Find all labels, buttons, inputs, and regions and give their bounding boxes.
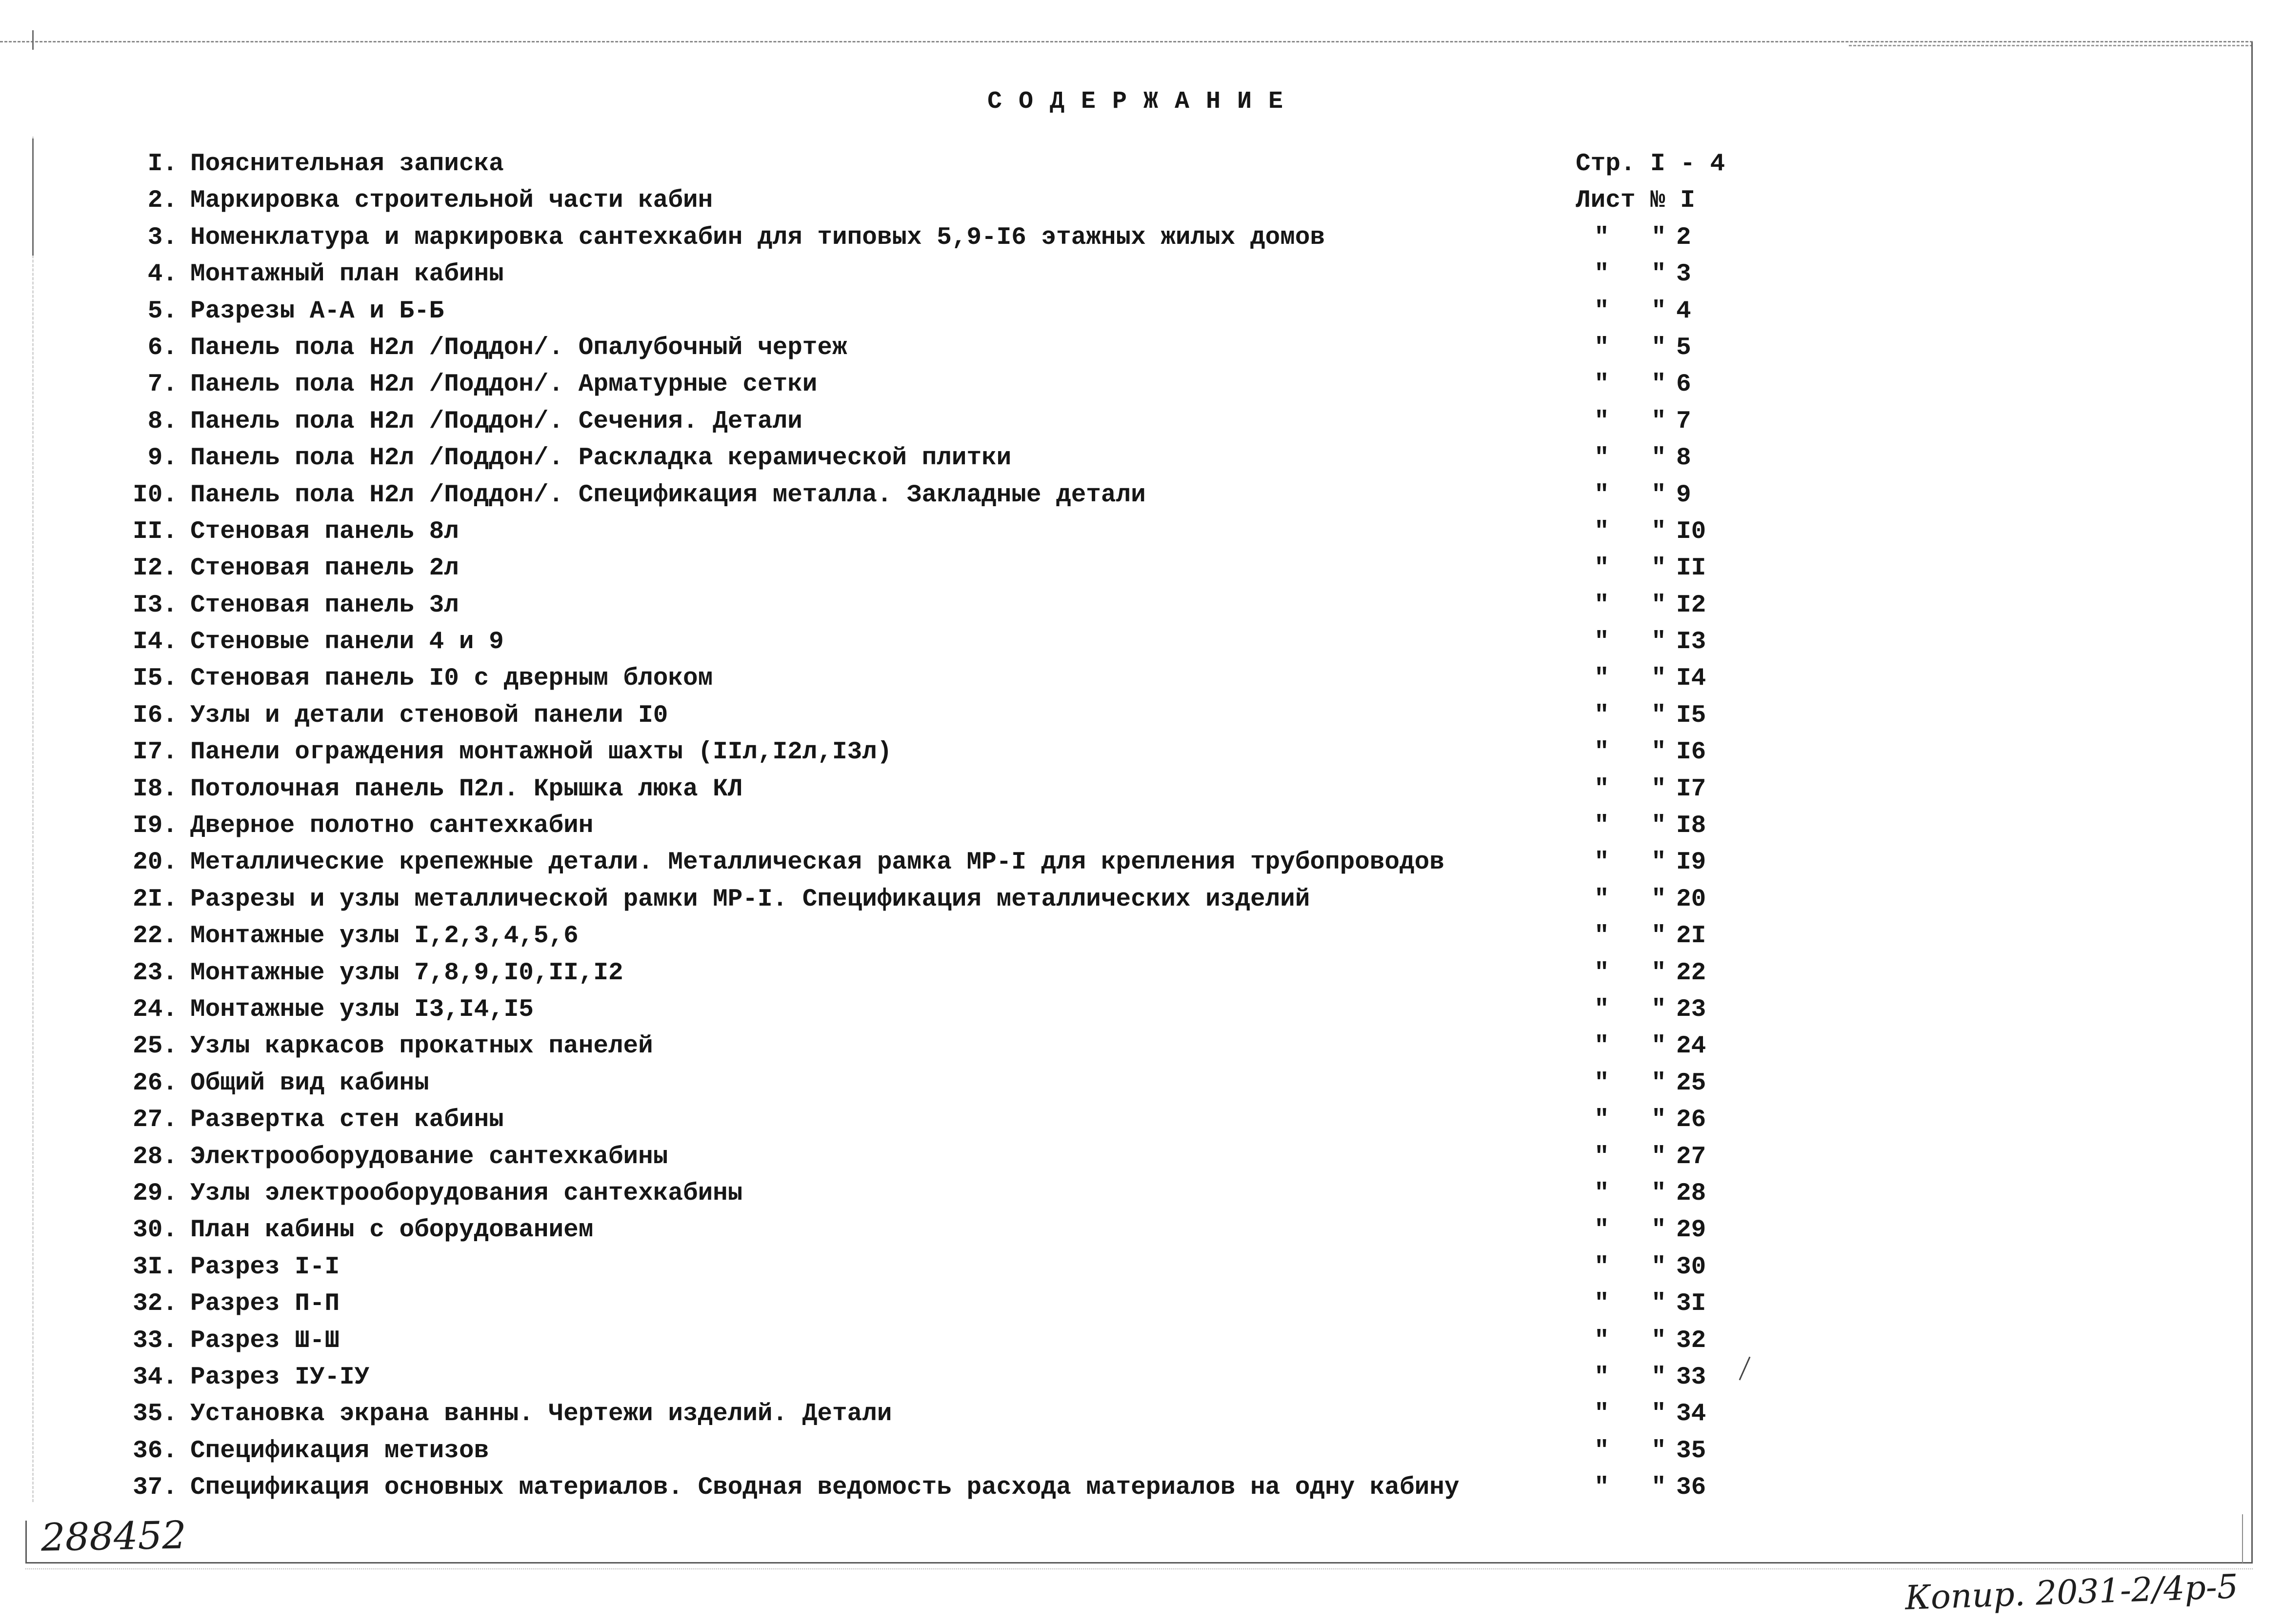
entry-sheet-number: 32 <box>1676 1327 1706 1355</box>
entry-title: Пояснительная записка <box>190 150 504 178</box>
entry-sheet-number: I6 <box>1676 738 1706 767</box>
entry-number: 25. <box>133 1032 178 1061</box>
entry-title: Панель пола Н2л /Поддон/. Арматурные сетки <box>190 371 818 399</box>
entry-number: I2. <box>133 555 178 583</box>
entry-title: Стеновая панель I0 с дверным блоком <box>190 665 713 693</box>
entry-title: Узлы каркасов прокатных панелей <box>190 1032 653 1061</box>
ditto-mark: " <box>1594 665 1609 693</box>
ditto-mark: " <box>1651 849 1666 877</box>
ditto-mark: " <box>1651 517 1666 546</box>
toc-entry <box>0 366 2244 403</box>
toc-entry <box>0 1359 2244 1396</box>
toc-entry <box>0 697 2244 734</box>
entry-sheet-number: 9 <box>1676 481 1691 509</box>
toc-entry <box>0 1433 2244 1469</box>
frame-inner-right-line <box>2242 1514 2243 1563</box>
entry-sheet-number: I7 <box>1676 775 1706 803</box>
ditto-mark: " <box>1594 297 1609 325</box>
entry-title: Стеновая панель 3л <box>190 591 459 619</box>
ditto-mark: " <box>1651 1106 1666 1134</box>
ditto-mark: " <box>1594 738 1609 767</box>
entry-title: Спецификация основных материалов. Сводная ведомость расхода материалов на одну кабину <box>190 1474 1460 1502</box>
entry-sheet-number: I2 <box>1676 591 1706 619</box>
toc-entry <box>0 955 2244 991</box>
entry-title: Панель пола Н2л /Поддон/. Раскладка керамической плитки <box>190 444 1012 473</box>
entry-title: Узлы электрооборудования сантехкабины <box>190 1179 743 1208</box>
entry-sheet-number: 35 <box>1676 1437 1706 1465</box>
ditto-mark: " <box>1594 260 1609 289</box>
ditto-mark: " <box>1594 995 1609 1024</box>
entry-number: 36. <box>133 1437 178 1465</box>
toc-entry <box>0 771 2244 808</box>
ditto-mark: " <box>1651 959 1666 987</box>
ditto-mark: " <box>1651 775 1666 803</box>
entry-title: Панель пола Н2л /Поддон/. Спецификация металла. Закладные детали <box>190 481 1146 509</box>
entry-number: 35. <box>133 1400 178 1428</box>
entry-title: Монтажные узлы I3,I4,I5 <box>190 995 534 1024</box>
entry-number: I7. <box>133 738 178 767</box>
entry-sheet-number: 2I <box>1676 922 1706 951</box>
entry-number: 2. <box>147 187 178 215</box>
toc-entry <box>0 1212 2244 1248</box>
entry-title: Разрезы А-А и Б-Б <box>190 297 444 325</box>
entry-sheet-number: 6 <box>1676 371 1691 399</box>
ditto-mark: " <box>1651 1400 1666 1428</box>
entry-sheet-number: 27 <box>1676 1143 1706 1171</box>
toc-entry <box>0 1028 2244 1065</box>
entry-number: 27. <box>133 1106 178 1134</box>
frame-left-line <box>25 1521 27 1563</box>
ditto-mark: " <box>1594 812 1609 840</box>
entry-sheet-number: I0 <box>1676 517 1706 546</box>
ditto-mark: " <box>1651 1437 1666 1465</box>
entry-title: Разрез I-I <box>190 1253 340 1281</box>
entry-number: I3. <box>133 591 178 619</box>
entry-title: Общий вид кабины <box>190 1069 429 1097</box>
entry-number: II. <box>133 517 178 546</box>
entry-title: Монтажные узлы 7,8,9,I0,II,I2 <box>190 959 623 987</box>
entry-number: I6. <box>133 701 178 730</box>
entry-number: 32. <box>133 1290 178 1318</box>
ditto-mark: " <box>1594 1032 1609 1061</box>
ditto-mark: " <box>1594 849 1609 877</box>
toc-entry <box>0 1139 2244 1175</box>
ditto-mark: " <box>1594 444 1609 473</box>
entry-sheet-number: I8 <box>1676 812 1706 840</box>
entry-title: Панель пола Н2л /Поддон/. Сечения. Детали <box>190 407 802 436</box>
frame-top-line-segment <box>1849 45 2253 46</box>
toc-entry <box>0 403 2244 440</box>
page-title: СОДЕРЖАНИЕ <box>987 88 1300 116</box>
ditto-mark: " <box>1594 1474 1609 1502</box>
entry-title: Спецификация метизов <box>190 1437 489 1465</box>
toc-entry <box>0 881 2244 918</box>
entry-number: 20. <box>133 849 178 877</box>
entry-number: 29. <box>133 1179 178 1208</box>
toc-entry <box>0 660 2244 697</box>
entry-title: Электрооборудование сантехкабины <box>190 1143 668 1171</box>
entry-number: 2I. <box>133 885 178 913</box>
entry-title: Разрез П-П <box>190 1290 340 1318</box>
ditto-mark: " <box>1651 1032 1666 1061</box>
entry-number: 3I. <box>133 1253 178 1281</box>
ditto-mark: " <box>1651 1143 1666 1171</box>
toc-entry <box>0 1065 2244 1102</box>
toc-entry <box>0 1175 2244 1212</box>
frame-right-line <box>2251 42 2253 1563</box>
entry-sheet-number: 2 <box>1676 223 1691 252</box>
entry-sheet-number: 25 <box>1676 1069 1706 1097</box>
ditto-mark: " <box>1594 775 1609 803</box>
ditto-mark: " <box>1651 1216 1666 1245</box>
entry-number: 3. <box>147 223 178 252</box>
toc-entry <box>0 1286 2244 1322</box>
handwritten-copy-note: Копир. 2031-2/4р-5 <box>1904 1567 2239 1618</box>
ditto-mark: " <box>1651 1474 1666 1502</box>
entry-sheet-number: 30 <box>1676 1253 1706 1281</box>
ditto-mark: " <box>1651 1363 1666 1391</box>
entry-sheet-number: 4 <box>1676 297 1691 325</box>
entry-title: Разрез IУ-IУ <box>190 1363 370 1391</box>
entry-sheet-number: 26 <box>1676 1106 1706 1134</box>
entry-title: Металлические крепежные детали. Металлическая рамка МР-I для крепления трубопроводов <box>190 849 1444 877</box>
entry-sheet-number: 34 <box>1676 1400 1706 1428</box>
entry-sheet-number: 7 <box>1676 407 1691 436</box>
ditto-mark: " <box>1651 738 1666 767</box>
entry-sheet-number: 5 <box>1676 334 1691 362</box>
entry-title: Установка экрана ванны. Чертежи изделий. Детали <box>190 1400 892 1428</box>
entry-number: I9. <box>133 812 178 840</box>
frame-bottom-line <box>25 1562 2253 1564</box>
ditto-mark: " <box>1594 1327 1609 1355</box>
ditto-mark: " <box>1594 1179 1609 1208</box>
ditto-mark: " <box>1651 297 1666 325</box>
toc-entry <box>0 844 2244 881</box>
ditto-mark: " <box>1594 1106 1609 1134</box>
ditto-mark: " <box>1651 444 1666 473</box>
entry-title: Стеновая панель 2л <box>190 555 459 583</box>
entry-number: I. <box>147 150 178 178</box>
frame-top-line <box>0 41 2253 42</box>
ditto-mark: " <box>1651 1290 1666 1318</box>
toc-entry <box>0 1249 2244 1286</box>
entry-sheet-number: 22 <box>1676 959 1706 987</box>
ditto-mark: " <box>1594 1216 1609 1245</box>
toc-entry <box>0 440 2244 476</box>
ditto-mark: " <box>1651 223 1666 252</box>
entry-title: Панели ограждения монтажной шахты (IIл,I2л,I3л) <box>190 738 892 767</box>
toc-entry <box>0 1323 2244 1359</box>
entry-sheet-number: 20 <box>1676 885 1706 913</box>
entry-number: 6. <box>147 334 178 362</box>
toc-entry <box>0 514 2244 550</box>
ditto-mark: " <box>1594 1069 1609 1097</box>
ditto-mark: " <box>1651 481 1666 509</box>
ditto-mark: " <box>1594 1253 1609 1281</box>
entry-title: Узлы и детали стеновой панели I0 <box>190 701 668 730</box>
toc-entry <box>0 330 2244 366</box>
toc-entry <box>0 293 2244 330</box>
entry-number: 24. <box>133 995 178 1024</box>
ditto-mark: " <box>1594 1363 1609 1391</box>
ditto-mark: " <box>1651 591 1666 619</box>
handwritten-archive-number: 288452 <box>40 1513 187 1560</box>
entry-number: 28. <box>133 1143 178 1171</box>
entry-number: 5. <box>147 297 178 325</box>
entry-number: I5. <box>133 665 178 693</box>
ditto-mark: " <box>1651 1327 1666 1355</box>
ditto-mark: " <box>1594 1143 1609 1171</box>
entry-title: Панель пола Н2л /Поддон/. Опалубочный чертеж <box>190 334 847 362</box>
ditto-mark: " <box>1594 481 1609 509</box>
entry-number: 4. <box>147 260 178 289</box>
ditto-mark: " <box>1594 885 1609 913</box>
entry-sheet-number: II <box>1676 555 1706 583</box>
toc-entry <box>0 587 2244 624</box>
ditto-mark: " <box>1651 665 1666 693</box>
entry-title: Маркировка строительной части кабин <box>190 187 713 215</box>
toc-entry <box>0 1102 2244 1138</box>
entry-sheet-number: 29 <box>1676 1216 1706 1245</box>
ditto-mark: " <box>1651 407 1666 436</box>
ditto-mark: " <box>1594 1400 1609 1428</box>
ditto-mark: " <box>1651 260 1666 289</box>
ditto-mark: " <box>1594 1437 1609 1465</box>
ditto-mark: " <box>1594 701 1609 730</box>
entry-sheet-number: I9 <box>1676 849 1706 877</box>
entry-number: 26. <box>133 1069 178 1097</box>
entry-sheet-number: 3I <box>1676 1290 1706 1318</box>
entry-number: 8. <box>147 407 178 436</box>
ditto-mark: " <box>1594 922 1609 951</box>
ditto-mark: " <box>1651 701 1666 730</box>
toc-entry <box>0 477 2244 514</box>
entry-sheet-number: 8 <box>1676 444 1691 473</box>
entry-sheet-reference: Лист № I <box>1576 187 1695 215</box>
entry-title: Монтажные узлы I,2,3,4,5,6 <box>190 922 579 951</box>
toc-entry <box>0 808 2244 844</box>
entry-title: Стеновые панели 4 и 9 <box>190 628 504 656</box>
entry-number: 23. <box>133 959 178 987</box>
entry-title: Развертка стен кабины <box>190 1106 504 1134</box>
entry-sheet-number: 3 <box>1676 260 1691 289</box>
ditto-mark: " <box>1651 1179 1666 1208</box>
ditto-mark: " <box>1651 334 1666 362</box>
toc-entry <box>0 1396 2244 1432</box>
ditto-mark: " <box>1651 812 1666 840</box>
ditto-mark: " <box>1651 885 1666 913</box>
toc-entry <box>0 624 2244 660</box>
entry-title: Дверное полотно сантехкабин <box>190 812 594 840</box>
toc-entry <box>0 991 2244 1028</box>
entry-sheet-reference: Стр. I - 4 <box>1576 150 1725 178</box>
entry-number: 30. <box>133 1216 178 1245</box>
entry-sheet-number: I4 <box>1676 665 1706 693</box>
ditto-mark: " <box>1594 591 1609 619</box>
entry-title: Разрез Ш-Ш <box>190 1327 340 1355</box>
toc-entry <box>0 182 2244 219</box>
entry-sheet-number: I3 <box>1676 628 1706 656</box>
entry-number: 34. <box>133 1363 178 1391</box>
ditto-mark: " <box>1651 1069 1666 1097</box>
entry-number: I0. <box>133 481 178 509</box>
toc-entry <box>0 1469 2244 1506</box>
entry-sheet-number: I5 <box>1676 701 1706 730</box>
ditto-mark: " <box>1594 1290 1609 1318</box>
entry-title: Разрезы и узлы металлической рамки МР-I. Спецификация металлических изделий <box>190 885 1310 913</box>
entry-number: 33. <box>133 1327 178 1355</box>
ditto-mark: " <box>1651 371 1666 399</box>
frame-bottom-dotted-line <box>25 1568 2253 1569</box>
table-of-contents <box>0 146 2244 1506</box>
toc-entry <box>0 256 2244 293</box>
toc-entry <box>0 550 2244 587</box>
entry-title: План кабины с оборудованием <box>190 1216 594 1245</box>
entry-title: Потолочная панель П2л. Крышка люка КЛ <box>190 775 743 803</box>
toc-entry <box>0 918 2244 954</box>
ditto-mark: " <box>1651 628 1666 656</box>
ditto-mark: " <box>1594 555 1609 583</box>
entry-title: Стеновая панель 8л <box>190 517 459 546</box>
entry-number: I8. <box>133 775 178 803</box>
top-left-tick-mark <box>32 30 34 50</box>
entry-title: Монтажный план кабины <box>190 260 504 289</box>
ditto-mark: " <box>1594 223 1609 252</box>
entry-number: 7. <box>147 371 178 399</box>
entry-number: 22. <box>133 922 178 951</box>
ditto-mark: " <box>1594 371 1609 399</box>
entry-sheet-number: 24 <box>1676 1032 1706 1061</box>
entry-sheet-number: 36 <box>1676 1474 1706 1502</box>
ditto-mark: " <box>1594 407 1609 436</box>
ditto-mark: " <box>1651 995 1666 1024</box>
entry-number: 37. <box>133 1474 178 1502</box>
entry-number: I4. <box>133 628 178 656</box>
entry-number: 9. <box>147 444 178 473</box>
ditto-mark: " <box>1594 628 1609 656</box>
ditto-mark: " <box>1651 1253 1666 1281</box>
ditto-mark: " <box>1651 922 1666 951</box>
entry-title: Номенклатура и маркировка сантехкабин для типовых 5,9-I6 этажных жилых домов <box>190 223 1325 252</box>
ditto-mark: " <box>1651 555 1666 583</box>
toc-entry <box>0 734 2244 771</box>
ditto-mark: " <box>1594 959 1609 987</box>
entry-sheet-number: 33 <box>1676 1363 1706 1391</box>
ditto-mark: " <box>1594 517 1609 546</box>
ditto-mark: " <box>1594 334 1609 362</box>
toc-entry <box>0 146 2244 182</box>
toc-entry <box>0 219 2244 256</box>
entry-sheet-number: 28 <box>1676 1179 1706 1208</box>
entry-sheet-number: 23 <box>1676 995 1706 1024</box>
